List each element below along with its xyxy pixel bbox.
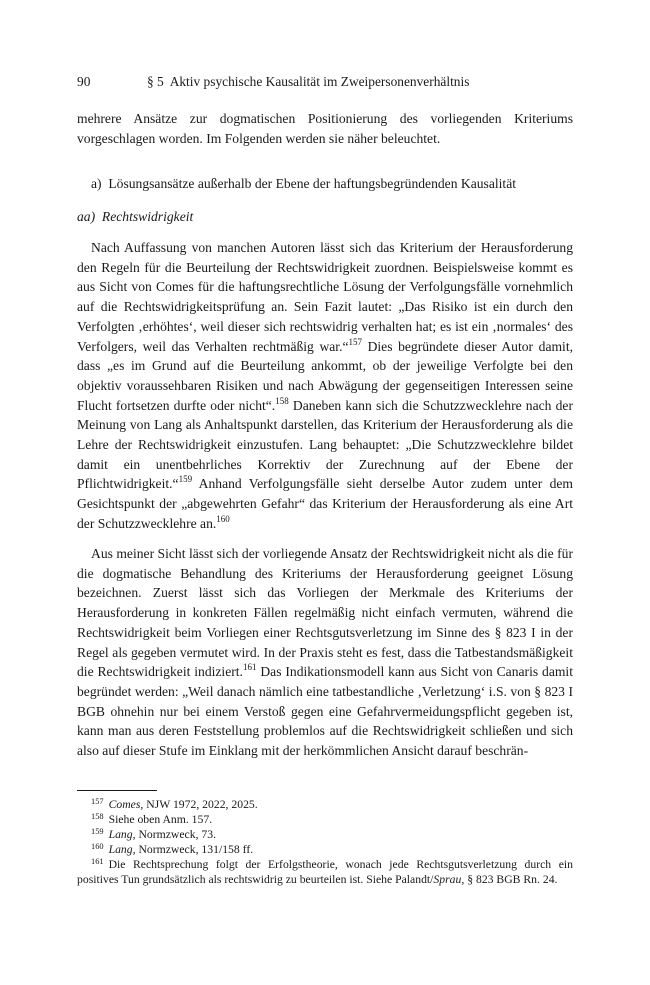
footnote-ref-157[interactable]: 157 bbox=[348, 336, 362, 347]
footnote-ref-160[interactable]: 160 bbox=[216, 513, 230, 524]
footnote-number: 160 bbox=[91, 842, 104, 852]
footnote-separator bbox=[77, 790, 157, 791]
footnote-ref-161[interactable]: 161 bbox=[242, 662, 257, 673]
page-number: 90 bbox=[77, 74, 91, 89]
footnote-text: § 823 BGB Rn. 24. bbox=[464, 873, 558, 887]
footnote-160 bbox=[77, 842, 573, 857]
footnote-author: Sprau, bbox=[433, 873, 465, 887]
paragraph-text: Daneben kann sich die Schutzzwecklehre nach der Meinung von Lang als Anhaltspunkt darstellen, das Kriterium der Herausforderung als die Lehre der Rechtswidrigkeit einzustufen. Lang behauptet: „Die Schutzzwecklehre bildet damit ein unentbehrliches Korrektiv der Zurechnung auf der Ebene der Pflichtwidrigkeit.“ bbox=[77, 397, 573, 492]
footnote-number: 157 bbox=[91, 797, 104, 806]
footnotes bbox=[77, 797, 573, 888]
footnote-159 bbox=[77, 827, 573, 842]
footnote-ref-159[interactable]: 159 bbox=[178, 474, 193, 485]
footnote-text: NJW 1972, 2022, 2025. bbox=[143, 798, 258, 811]
body-paragraph-2 bbox=[77, 544, 573, 761]
running-header bbox=[77, 74, 573, 90]
intro-paragraph: mehrere Ansätze zur dogmatischen Positionierung des vorliegenden Kriteriums vorgeschlagen worden. Im Folgenden werden sie näher beleuchtet. bbox=[77, 111, 573, 146]
paragraph-text: Anhand Verfolgungsfälle sieht derselbe Autor zudem unter dem Gesichtspunkt der „abgewehrten Gefahr“ das Kriterium der Herausforderung als eine Art der Schutzzwecklehre an. bbox=[77, 476, 573, 531]
body-paragraph-1 bbox=[77, 238, 573, 534]
footnote-text: Die Rechtsprechung folgt der Erfolgstheorie, wonach jede Rechtsgutsverletzung durch ein positives Tun grundsätzlich als rechtswidrig zu beurteilen ist. Siehe Palandt/ bbox=[77, 858, 573, 887]
footnote-ref-158[interactable]: 158 bbox=[275, 395, 289, 406]
footnote-author: Lang, bbox=[108, 843, 136, 857]
running-title: § 5 Aktiv psychische Kausalität im Zweipersonenverhältnis bbox=[147, 74, 470, 89]
paragraph-text: Das Indikationsmodell kann aus Sicht von Canaris damit begründet werden: „Weil danach nämlich eine tatbestandliche ‚Verletzung‘ i.S. von § 823 I BGB ohnehin nur bei einem Verstoß gegen eine Gefahrvermeidungspflicht gegeben ist, kann man aus deren Feststellung problemlos auf die Rechtswidrigkeit schließen und sich also auf dieser Stufe im Einklang mit der herkömmlichen Ansicht darauf beschrän- bbox=[77, 664, 573, 759]
footnote-text: Siehe oben Anm. 157. bbox=[108, 813, 213, 827]
footnote-number: 161 bbox=[91, 857, 104, 867]
footnote-text: Normzweck, 131/158 ff. bbox=[135, 843, 254, 857]
footnote-161 bbox=[77, 857, 573, 887]
footnote-number: 159 bbox=[91, 827, 104, 837]
paragraph-text: Dies begründete dieser Autor damit, dass „es im Grund auf die Beurteilung ankommt, ob der jeweilige Verfolgte bei den objektiv voraussehbaren Risiken und nach Abwägung der gegenseitigen Interessen seine Flucht fortsetzen durfte oder nicht“. bbox=[77, 338, 573, 413]
footnote-number: 158 bbox=[91, 812, 104, 822]
subsection-heading-aa: aa) Rechtswidrigkeit bbox=[77, 209, 194, 224]
footnote-text: Normzweck, 73. bbox=[135, 828, 217, 842]
paragraph-text: Nach Auffassung von manchen Autoren lässt sich das Kriterium der Herausforderung den Regeln für die Beurteilung der Rechtswidrigkeit zuordnen. Beispielsweise kommt es aus Sicht von Comes für die haftungsrechtliche Lösung der Verfolgungsfälle vornehmlich auf die Rechtswidrigkeitsprüfung an. Sein Fazit lautet: „Das Risiko ist ein durch den Verfolgten ‚erhöhtes‘, weil dieser sich rechtswidrig verhalten hat; es ist ein ‚normales‘ des Verfolgers, weil das Verhalten rechtmäßig war.“ bbox=[77, 240, 573, 354]
footnote-157 bbox=[77, 797, 573, 812]
footnote-158 bbox=[77, 812, 573, 827]
footnote-author: Lang, bbox=[108, 828, 136, 842]
section-heading-a: a) Lösungsansätze außerhalb der Ebene der haftungsbegründenden Kausalität bbox=[91, 176, 517, 191]
footnote-author: Comes, bbox=[108, 798, 144, 811]
paragraph-text: Aus meiner Sicht lässt sich der vorliegende Ansatz der Rechtswidrigkeit nicht als die für die dogmatische Behandlung des Kriteriums der Herausforderung geeignet Lösung bezeichnen. Zuerst lässt sich das Vorliegen der Merkmale des Kriteriums der Herausforderung in konkreten Fällen regelmäßig nicht einfach vermuten, während die Rechtswidrigkeit beim Vorliegen einer Rechtsgutsverletzung im Sinne des § 823 I in der Regel als gegeben vermutet wird. In der Praxis steht es fest, dass die Tatbestandsmäßigkeit die Rechtswidrigkeit indiziert. bbox=[77, 546, 573, 680]
